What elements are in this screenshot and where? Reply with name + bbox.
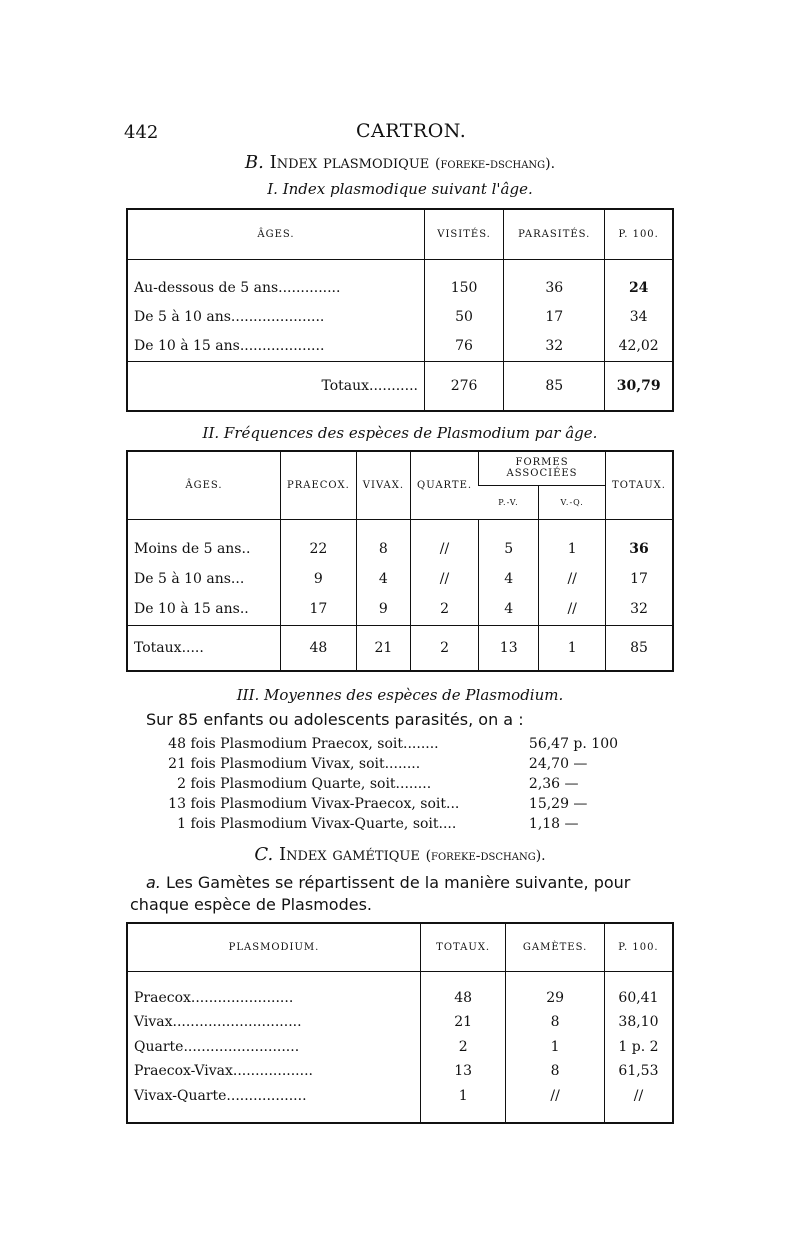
section-c-letter: C. [254,844,274,865]
cell-percent: 42,02 [605,331,673,361]
section-b-location: (foreke-dschang). [435,156,556,172]
cell-percent: 61,53 [604,1059,673,1084]
table-row [127,1010,673,1035]
cell-vivax: 8 [356,534,410,564]
cell-percent: 60,41 [604,986,673,1011]
row-label: Vivax-Quarte.................. [134,1087,307,1104]
average-value: 2,36 — [528,776,579,792]
average-count: 2 [177,776,186,792]
total-vivax: 21 [356,625,410,671]
col-header-vivax: VIVAX. [356,451,410,519]
average-row [160,756,587,772]
total-parasited: 85 [504,361,605,411]
part3-intro: Sur 85 enfants ou adolescents parasités, on a : [146,710,524,729]
cell-gametes: 1 [506,1035,605,1060]
average-row [160,736,618,752]
average-text: fois Plasmodium Quarte, soit........ [190,776,432,792]
table1-title: I. Index plasmodique suivant l'âge. [267,180,533,198]
average-count: 13 [168,796,186,812]
average-value: 15,29 — [528,796,588,812]
table-row [127,302,673,331]
average-count: 48 [168,736,186,752]
cell-parasited: 32 [504,331,605,361]
total-row [127,361,673,411]
col-header-percent: P. 100. [605,209,673,259]
total-visited: 276 [425,361,504,411]
average-row [160,796,587,812]
cell-parasited: 36 [504,274,605,303]
cell-gametes: 8 [506,1059,605,1084]
cell-total: 17 [606,564,673,594]
average-text: fois Plasmodium Vivax, soit........ [190,756,421,772]
cell-gametes: 8 [506,1010,605,1035]
table-row [127,564,673,594]
cell-quarte: 2 [411,594,479,625]
cell-total: 36 [606,534,673,564]
cell-pv: 4 [479,564,539,594]
average-row [160,816,579,832]
section-c-paragraph [130,872,678,916]
average-value: 1,18 — [528,816,579,832]
section-b-letter: B. [244,152,264,173]
table-row [127,331,673,361]
table-row [127,1084,673,1109]
gamete-index-table [126,922,674,1124]
cell-pv: 5 [479,534,539,564]
total-pv: 13 [479,625,539,671]
cell-percent: // [604,1084,673,1109]
section-c-location: (foreke-dschang). [425,848,546,864]
paragraph-text: Les Gamètes se répartissent de la manière suivante, pour chaque espèce de Plasmodes. [130,873,631,914]
section-c-name: Index gamétique [278,844,420,865]
cell-parasited: 17 [504,302,605,331]
total-praecox: 48 [281,625,357,671]
row-label: Praecox....................... [134,989,294,1006]
row-label: De 5 à 10 ans..................... [134,308,325,325]
col-header-visited: VISITÉS. [425,209,504,259]
cell-gametes: // [506,1084,605,1109]
cell-totals: 48 [421,986,506,1011]
section-c-title [0,844,800,865]
cell-percent: 34 [605,302,673,331]
cell-vq: // [539,594,606,625]
cell-totals: 2 [421,1035,506,1060]
average-value: 24,70 — [528,756,588,772]
col-header-associated: FORMES ASSOCIÉES [479,451,606,485]
cell-quarte: // [411,564,479,594]
cell-total: 32 [606,594,673,625]
table-row [127,594,673,625]
cell-totals: 21 [421,1010,506,1035]
col-header-ages: ÂGES. [127,451,281,519]
average-value: 56,47 p. 100 [528,736,619,752]
table-row [127,534,673,564]
age-index-table [126,208,674,412]
total-label: Totaux........... [127,361,425,411]
row-label: De 10 à 15 ans.. [134,601,249,618]
total-total: 85 [606,625,673,671]
col-header-totals: TOTAUX. [606,451,673,519]
cell-totals: 13 [421,1059,506,1084]
page-number: 442 [124,122,159,143]
row-label: Praecox-Vivax.................. [134,1063,313,1080]
table-row [127,274,673,303]
total-row [127,625,673,671]
table-row [127,1059,673,1084]
running-title: CARTRON. [356,120,467,142]
col-header-parasited: PARASITÉS. [504,209,605,259]
total-percent: 30,79 [605,361,673,411]
col-header-ages: ÂGES. [127,209,425,259]
col-header-percent: P. 100. [604,923,673,971]
cell-quarte: // [411,534,479,564]
cell-vq: 1 [539,534,606,564]
cell-visited: 50 [425,302,504,331]
row-label: Vivax............................. [134,1014,302,1031]
cell-vivax: 9 [356,594,410,625]
cell-praecox: 22 [281,534,357,564]
cell-percent: 38,10 [604,1010,673,1035]
part3-title: III. Moyennes des espèces de Plasmodium. [236,686,564,704]
cell-vq: // [539,564,606,594]
cell-totals: 1 [421,1084,506,1109]
average-text: fois Plasmodium Praecox, soit........ [190,736,439,752]
section-b-title [0,152,800,173]
paragraph-letter: a. [146,873,161,892]
col-header-plasmodium: PLASMODIUM. [127,923,421,971]
row-label: De 5 à 10 ans... [134,570,245,587]
col-header-quarte: QUARTE. [411,451,479,519]
col-header-gametes: GAMÈTES. [506,923,605,971]
row-label: Quarte.......................... [134,1038,300,1055]
average-text: fois Plasmodium Vivax-Praecox, soit... [190,796,460,812]
cell-pv: 4 [479,594,539,625]
total-label: Totaux..... [127,625,281,671]
cell-vivax: 4 [356,564,410,594]
cell-visited: 150 [425,274,504,303]
table2-title: II. Fréquences des espèces de Plasmodium par âge. [202,424,598,442]
cell-gametes: 29 [506,986,605,1011]
row-label: Au-dessous de 5 ans.............. [134,279,341,296]
row-label: Moins de 5 ans.. [134,540,251,557]
cell-praecox: 9 [281,564,357,594]
species-by-age-table [126,450,674,672]
table-row [127,986,673,1011]
table-row [127,1035,673,1060]
average-text: fois Plasmodium Vivax-Quarte, soit.... [190,816,457,832]
section-b-name: Index plasmodique [269,152,430,173]
col-header-praecox: PRAECOX. [281,451,357,519]
cell-percent: 24 [605,274,673,303]
col-header-totals: TOTAUX. [421,923,506,971]
average-count: 1 [177,816,186,832]
total-vq: 1 [539,625,606,671]
cell-praecox: 17 [281,594,357,625]
col-header-pv: P.-V. [479,485,539,519]
cell-percent: 1 p. 2 [604,1035,673,1060]
total-quarte: 2 [411,625,479,671]
cell-visited: 76 [425,331,504,361]
col-header-vq: V.-Q. [539,485,606,519]
average-row [160,776,579,792]
average-count: 21 [168,756,186,772]
row-label: De 10 à 15 ans................... [134,337,325,354]
